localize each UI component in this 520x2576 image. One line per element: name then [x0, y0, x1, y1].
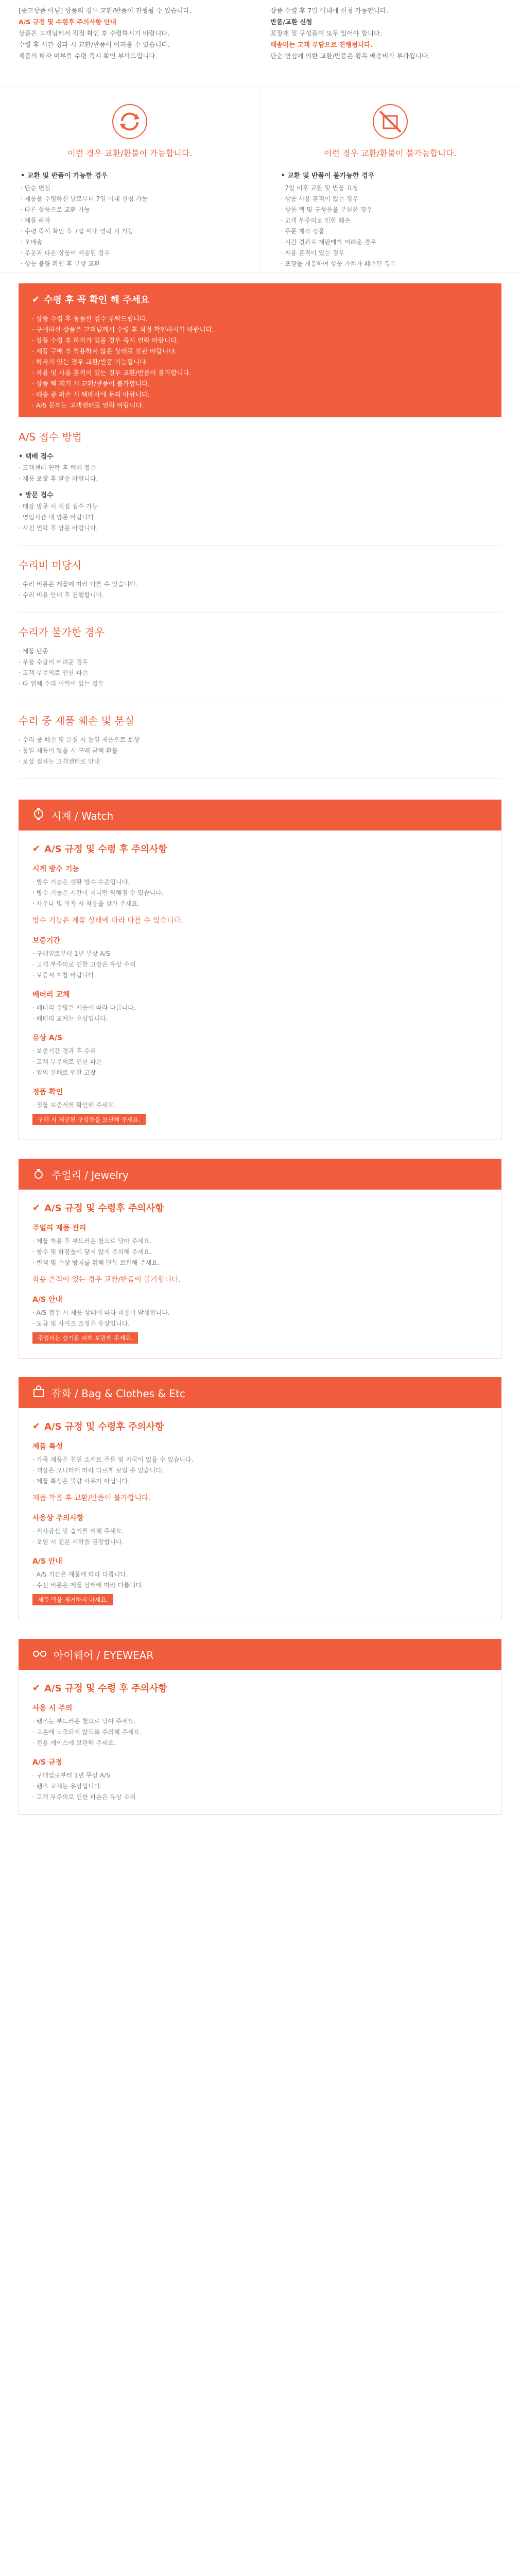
- list-item: · 매장 방문 시 직접 접수 가능: [19, 501, 501, 512]
- exchange-possible: [0, 88, 260, 273]
- list-item: · 제품 포장 후 발송 바랍니다.: [19, 473, 501, 484]
- top-info: [0, 0, 520, 88]
- list-item: · 제품 하자: [21, 215, 239, 226]
- list-item: · 고객 부주의로 인한 파손: [19, 668, 501, 679]
- list-item: · 포장을 개봉하여 상품 가치가 훼손된 경우: [281, 259, 500, 269]
- list-item: · 제품을 수령하신 날로부터 7일 이내 신청 가능: [21, 194, 239, 205]
- top-right-line: 단순 변심에 의한 교환/반품은 왕복 배송비가 부과됩니다.: [270, 52, 430, 60]
- check-icon: ✔: [32, 843, 41, 854]
- list-item: · 사전 연락 후 방문 바랍니다.: [19, 523, 501, 534]
- list-item: · 주문과 다른 상품이 배송된 경우: [21, 248, 239, 259]
- top-right-line: 상품 수령 후 7일 이내에 신청 가능합니다.: [270, 7, 388, 14]
- highlight-pill: 주얼리는 습기를 피해 보관해 주세요.: [32, 1332, 138, 1344]
- list-item: · 구매일로부터 1년 무상 A/S: [32, 948, 488, 959]
- list-item: · 타 업체 수리 이력이 있는 경우: [19, 679, 501, 689]
- top-left-line: A/S 규정 및 수령후 주의사항 안내: [19, 18, 116, 26]
- list-item: · 방수 기능은 생활 방수 수준입니다.: [32, 877, 488, 888]
- list-item: · 7일 이후 교환 및 반품 요청: [281, 183, 500, 194]
- list-item: · 제품 착용 후 부드러운 천으로 닦아 주세요.: [32, 1236, 488, 1247]
- glasses-icon: [32, 1647, 47, 1663]
- policy-block: [32, 863, 488, 927]
- category-body: [19, 1408, 501, 1620]
- bag-icon: [32, 1385, 45, 1401]
- repair-lost-section: [19, 701, 501, 779]
- policy-block-list: [32, 1569, 488, 1591]
- highlight-pill: 제품 택을 제거하지 마세요.: [32, 1594, 113, 1605]
- policy-block-title: 보증기간: [32, 937, 61, 945]
- category-header: [19, 800, 501, 831]
- top-left-line: [중고상품 아님] 상품의 경우 교환/반품이 진행될 수 있습니다.: [19, 7, 192, 14]
- policy-block: [32, 1513, 488, 1548]
- list-item: · 보증서 지참 바랍니다.: [32, 970, 488, 981]
- list-item: · 착용 흔적이 있는 경우: [281, 248, 500, 259]
- list-item: · 고객 부주의로 인한 훼손: [281, 215, 500, 226]
- list-item: · 수리 비용 안내 후 진행합니다.: [19, 590, 501, 601]
- step-list: [19, 463, 501, 484]
- exchange-policy: [0, 88, 520, 273]
- watch-icon: [32, 807, 45, 823]
- repair-lost-list: [19, 735, 501, 767]
- list-item: · 사우나 및 목욕 시 착용을 삼가 주세요.: [32, 899, 488, 909]
- caution-banner: [19, 283, 501, 417]
- list-item: · 수령 즉시 확인 후 7일 이내 연락 시 가능: [21, 226, 239, 237]
- category-body: [19, 1670, 501, 1815]
- list-item: · 수선 비용은 제품 상태에 따라 다릅니다.: [32, 1580, 488, 1591]
- policy-block-list: [32, 1526, 488, 1548]
- category-name: 아이웨어 / EYEWEAR: [54, 1649, 154, 1662]
- policy-block-list: [32, 1454, 488, 1487]
- policy-block-title: A/S 안내: [32, 1296, 62, 1304]
- list-item: · 변색 및 손상 방지를 위해 단독 보관해 주세요.: [32, 1258, 488, 1268]
- list-item: · 시간 경과로 재판매가 어려운 경우: [281, 237, 500, 248]
- policy-block-list: [32, 1003, 488, 1024]
- policy-block-list: [32, 877, 488, 909]
- list-item: · 제품 특성은 불량 사유가 아닙니다.: [32, 1476, 488, 1487]
- category-name: 주얼리 / Jewelry: [51, 1168, 129, 1181]
- list-item: · 오배송: [21, 237, 239, 248]
- refresh-icon: [112, 104, 148, 140]
- list-item: · 방수 기능은 시간이 지나면 약해질 수 있습니다.: [32, 888, 488, 899]
- policy-block-list: [32, 1046, 488, 1078]
- policy-block-title: 시계 방수 기능: [32, 865, 79, 873]
- check-icon: ✔: [32, 1682, 41, 1693]
- list-item: · 부품 수급이 어려운 경우: [19, 657, 501, 668]
- section-title: A/S 접수 방법: [19, 431, 82, 443]
- check-circle-icon: ✔: [32, 294, 40, 305]
- exchange-impossible-title: 이런 경우 교환/환불이 불가능합니다.: [323, 148, 457, 158]
- policy-block-title: 사용 시 주의: [32, 1704, 73, 1713]
- policy-block-title: A/S 규정: [32, 1758, 62, 1767]
- policy-block: [32, 1703, 488, 1749]
- list-item: · 상품 사용 흔적이 있는 경우: [281, 194, 500, 205]
- repair-fee-section: [19, 546, 501, 613]
- step-list: [19, 501, 501, 534]
- policy-block-list: [32, 1308, 488, 1329]
- list-item: · 렌즈는 부드러운 천으로 닦아 주세요.: [32, 1716, 488, 1727]
- top-right-col: [270, 5, 501, 88]
- category-section-title-text: A/S 규정 및 수령후 주의사항: [44, 1203, 164, 1214]
- list-item: · 색상은 모니터에 따라 다르게 보일 수 있습니다.: [32, 1465, 488, 1476]
- section-title: 수리가 불가한 경우: [19, 626, 105, 638]
- ring-icon: [32, 1166, 45, 1182]
- list-item: · 상품 택 및 구성품을 분실한 경우: [281, 205, 500, 215]
- list-item: · 하자가 있는 경우 교환/반품 가능합니다.: [32, 357, 488, 367]
- list-item: · 임의 분해로 인한 고장: [32, 1067, 488, 1078]
- category-section-title-text: A/S 규정 및 수령 후 주의사항: [44, 1683, 167, 1694]
- list-item: · 배터리 교체는 유상입니다.: [32, 1013, 488, 1024]
- policy-block-title: 제품 특성: [32, 1443, 63, 1451]
- category-body: [19, 831, 501, 1140]
- policy-block: [32, 1294, 488, 1329]
- repair-impossible-section: [19, 613, 501, 701]
- category-section-title: [32, 1681, 488, 1694]
- top-right-line: 포장재 및 구성품이 모두 있어야 합니다.: [270, 29, 383, 37]
- policy-block-list: [32, 1236, 488, 1268]
- list-item: · 고객센터 연락 후 택배 접수: [19, 463, 501, 473]
- list-item: · 상품 수령 후 하자가 있을 경우 즉시 연락 바랍니다.: [32, 335, 488, 346]
- policy-block: [32, 1757, 488, 1803]
- policy-warning: 착용 흔적이 있는 경우 교환/반품이 불가합니다.: [32, 1276, 181, 1284]
- list-item: · 주문 제작 상품: [281, 226, 500, 237]
- policy-warning: 제품 착용 후 교환/반품이 불가합니다.: [32, 1494, 151, 1502]
- no-return-icon: [372, 104, 408, 140]
- policy-block-title: 주얼리 제품 관리: [32, 1224, 86, 1232]
- category-body: [19, 1190, 501, 1359]
- check-icon: ✔: [32, 1420, 41, 1432]
- section-title: 수리 중 제품 훼손 및 분실: [19, 715, 134, 727]
- banner-title: [32, 293, 488, 306]
- policy-block-title: 유상 A/S: [32, 1034, 62, 1042]
- category-name: 잡화 / Bag & Clothes & Etc: [51, 1387, 185, 1400]
- list-item: · 영업시간 내 방문 바랍니다.: [19, 512, 501, 523]
- category-name: 시계 / Watch: [51, 809, 114, 822]
- exchange-possible-title: 이런 경우 교환/환불이 가능합니다.: [67, 148, 193, 158]
- list-item: · 상품 수령 후 꼼꼼한 검수 부탁드립니다.: [32, 313, 488, 324]
- repair-impossible-list: [19, 646, 501, 689]
- policy-block: [32, 1441, 488, 1504]
- policy-block-title: 사용상 주의사항: [32, 1514, 84, 1522]
- policy-block: [32, 1087, 488, 1111]
- list-item: · 동일 제품이 없을 시 구매 금액 환불: [19, 745, 501, 756]
- list-item: · 전용 케이스에 보관해 주세요.: [32, 1738, 488, 1749]
- list-item: · 수리 중 훼손 및 분실 시 동일 제품으로 보상: [19, 735, 501, 745]
- list-item: · 제품 구매 후 착용하지 않은 상태로 보관 바랍니다.: [32, 346, 488, 357]
- top-left-col: [19, 5, 250, 88]
- list-item: · 단순 변심: [21, 183, 239, 194]
- step-head: • 택배 접수: [19, 453, 54, 461]
- list-item: · 배터리 수명은 제품에 따라 다릅니다.: [32, 1003, 488, 1013]
- policy-block: [32, 935, 488, 981]
- list-item: · 오염 시 전문 세탁을 권장합니다.: [32, 1537, 488, 1548]
- policy-block: [32, 989, 488, 1024]
- list-item: · A/S 접수 시 제품 상태에 따라 비용이 발생합니다.: [32, 1308, 488, 1318]
- category-header: [19, 1159, 501, 1190]
- repair-fee-list: [19, 579, 501, 601]
- exchange-impossible-head: • 교환 및 반품이 불가능한 경우: [281, 172, 375, 180]
- list-item: · 도금 및 사이즈 조정은 유상입니다.: [32, 1318, 488, 1329]
- category-section-title-text: A/S 규정 및 수령 후 주의사항: [44, 844, 167, 855]
- list-item: · A/S 문의는 고객센터로 연락 바랍니다.: [32, 400, 488, 411]
- category-section-title: [32, 1201, 488, 1214]
- list-item: · 상품 택 제거 시 교환/반품이 불가합니다.: [32, 378, 488, 389]
- policy-block-list: [32, 948, 488, 981]
- top-left-line: 상품은 고객님께서 직접 확인 후 수령하시기 바랍니다.: [19, 29, 170, 37]
- list-item: · 렌즈 교체는 유상입니다.: [32, 1781, 488, 1792]
- list-item: · 착용 및 사용 흔적이 있는 경우 교환/반품이 불가합니다.: [32, 367, 488, 378]
- policy-block: [32, 1032, 488, 1078]
- policy-block: [32, 1556, 488, 1591]
- exchange-impossible: [260, 88, 520, 273]
- banner-title-text: 수령 후 꼭 확인 해 주세요: [44, 295, 150, 306]
- check-icon: ✔: [32, 1202, 41, 1213]
- list-item: · 보상 절차는 고객센터로 안내: [19, 756, 501, 767]
- exchange-possible-head: • 교환 및 반품이 가능한 경우: [21, 172, 108, 180]
- top-left-line: 수령 후 시간 경과 시 교환/반품이 어려울 수 있습니다.: [19, 41, 170, 48]
- top-left-line: 제품의 하자 여부를 수령 즉시 확인 부탁드립니다.: [19, 52, 158, 60]
- top-right-line: 배송비는 고객 부담으로 진행됩니다.: [270, 41, 373, 48]
- list-item: · 직사광선 및 습기를 피해 주세요.: [32, 1526, 488, 1537]
- category-section-title: [32, 842, 488, 855]
- list-item: · 제품 단종: [19, 646, 501, 657]
- list-item: · 수리 비용은 제품에 따라 다를 수 있습니다.: [19, 579, 501, 590]
- category-section-title-text: A/S 규정 및 수령후 주의사항: [44, 1421, 164, 1432]
- section-title: 수리비 미당시: [19, 559, 82, 571]
- policy-block-title: 정품 확인: [32, 1088, 63, 1096]
- policy-block-list: [32, 1100, 488, 1111]
- category-header: [19, 1639, 501, 1670]
- policy-block-title: A/S 안내: [32, 1557, 62, 1566]
- list-item: · 구매일로부터 1년 무상 A/S: [32, 1770, 488, 1781]
- list-item: · 상품 불량 확인 후 무상 교환: [21, 259, 239, 269]
- list-item: · 고온에 노출되지 않도록 주의해 주세요.: [32, 1727, 488, 1738]
- list-item: · 구매하신 상품은 고객님께서 수령 후 직접 확인하시기 바랍니다.: [32, 324, 488, 335]
- category-header: [19, 1377, 501, 1408]
- list-item: · 보증기간 경과 후 수리: [32, 1046, 488, 1057]
- category-sections: [0, 800, 520, 1815]
- list-item: · 배송 중 파손 시 택배사에 문의 바랍니다.: [32, 389, 488, 400]
- list-item: · A/S 기간은 제품에 따라 다릅니다.: [32, 1569, 488, 1580]
- list-item: · 고객 부주의로 인한 고장은 유상 수리: [32, 959, 488, 970]
- list-item: · 다른 상품으로 교환 가능: [21, 205, 239, 215]
- top-right-line: 반품/교환 신청: [270, 18, 313, 26]
- policy-block-list: [32, 1716, 488, 1749]
- banner-list: [32, 313, 488, 411]
- list-item: · 향수 및 화장품에 닿지 않게 주의해 주세요.: [32, 1247, 488, 1258]
- policy-block-list: [32, 1770, 488, 1803]
- category-section-title: [32, 1419, 488, 1433]
- list-item: · 정품 보증서를 확인해 주세요.: [32, 1100, 488, 1111]
- exchange-impossible-list: [281, 183, 500, 269]
- exchange-possible-list: [21, 183, 239, 269]
- list-item: · 가죽 제품은 천연 소재로 주름 및 자국이 있을 수 있습니다.: [32, 1454, 488, 1465]
- as-method-section: [19, 417, 501, 546]
- policy-block: [32, 1223, 488, 1286]
- highlight-pill: 구매 시 제공된 구성품을 보관해 주세요.: [32, 1114, 146, 1125]
- list-item: · 고객 부주의로 인한 파손은 유상 수리: [32, 1792, 488, 1803]
- policy-warning: 방수 기능은 제품 상태에 따라 다를 수 있습니다.: [32, 917, 183, 925]
- list-item: · 고객 부주의로 인한 파손: [32, 1057, 488, 1067]
- step-head: • 방문 접수: [19, 492, 54, 499]
- policy-block-title: 배터리 교체: [32, 991, 70, 999]
